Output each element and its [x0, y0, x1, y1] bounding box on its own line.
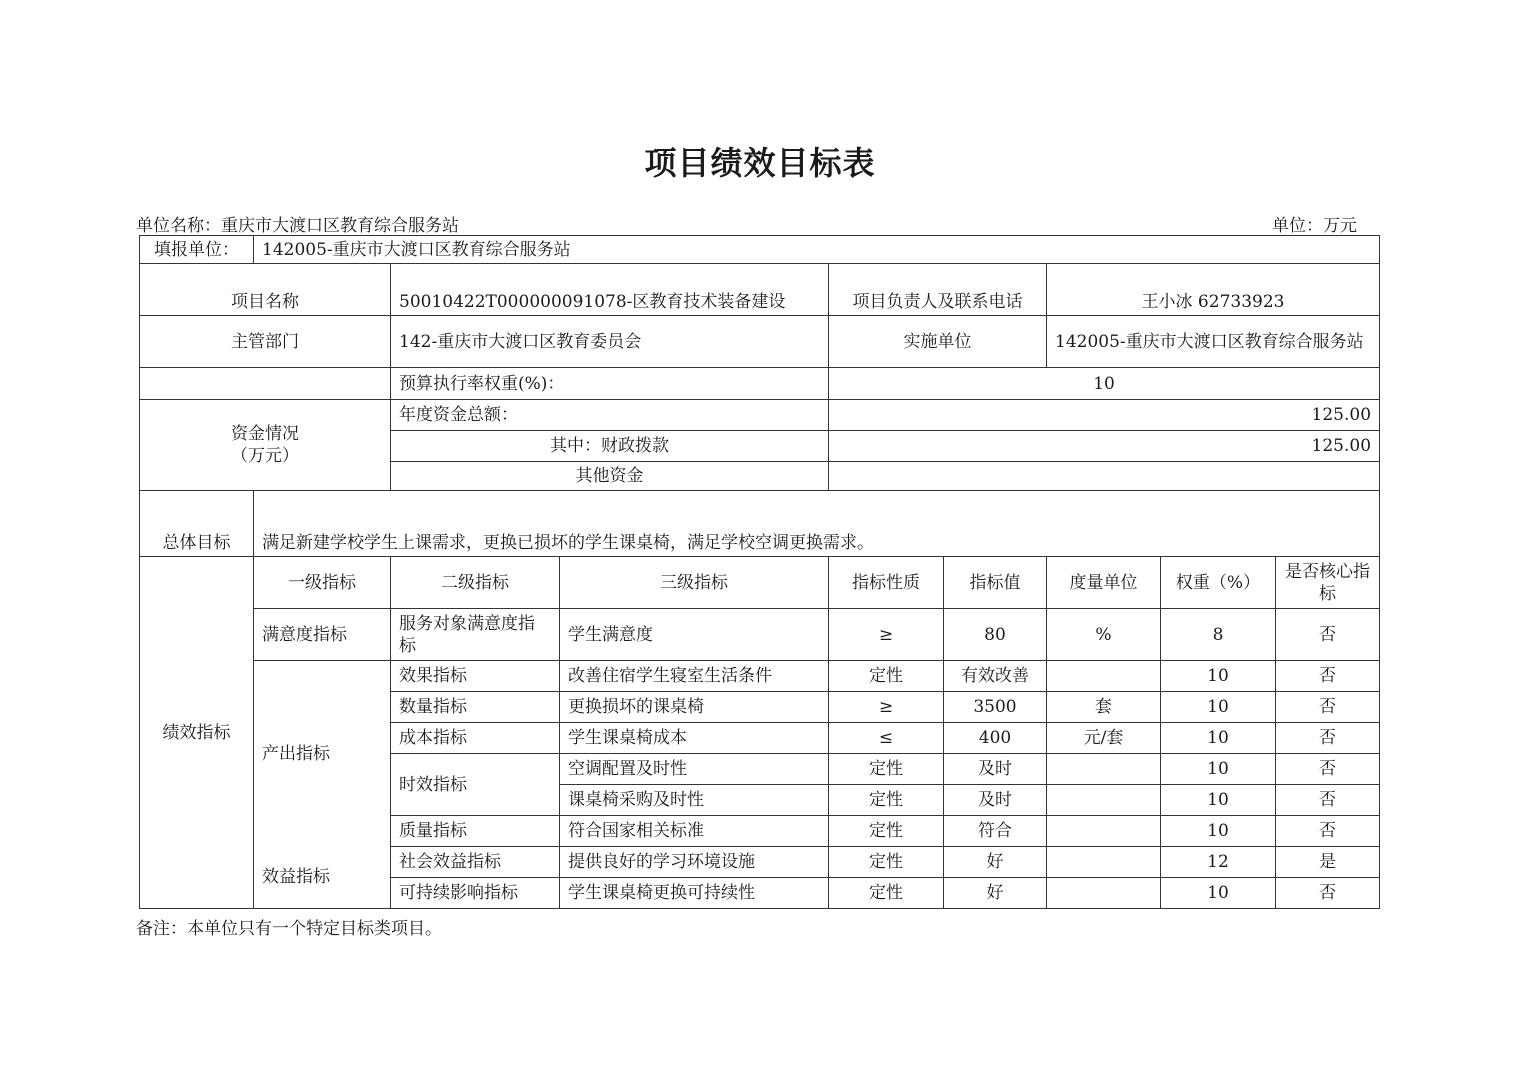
funds-label: 资金情况: [231, 424, 299, 444]
row-core: 否: [1276, 692, 1380, 723]
other-value: [829, 462, 1380, 491]
row-weight: 10: [1161, 723, 1276, 754]
report-unit-label: 填报单位：: [140, 236, 254, 264]
budget-rate-row: [140, 368, 1380, 400]
row-l3: 提供良好的学习环境设施: [560, 847, 829, 878]
row-nature: ≤: [829, 723, 944, 754]
row-l3: 改善住宿学生寝室生活条件: [560, 661, 829, 692]
row-unit: [1047, 816, 1161, 847]
goal-row: [140, 491, 1380, 557]
row-unit: [1047, 785, 1161, 816]
project-name-value: 50010422T000000091078-区教育技术装备建设: [391, 264, 829, 316]
row-unit: %: [1047, 609, 1161, 661]
row-l3: 学生课桌椅更换可持续性: [560, 878, 829, 909]
annual-total-row: [140, 400, 1380, 431]
row-unit: 元/套: [1047, 723, 1161, 754]
budget-rate-label: 预算执行率权重(%)：: [391, 368, 829, 400]
header-unit: 度量单位: [1047, 557, 1161, 609]
annual-total-value: 125.00: [829, 400, 1380, 431]
row-l3: 学生满意度: [560, 609, 829, 661]
funds-label-cell: [140, 400, 391, 491]
row-l3: 课桌椅采购及时性: [560, 785, 829, 816]
row-value: 3500: [944, 692, 1047, 723]
row-l2: 时效指标: [391, 754, 560, 816]
row-core: 否: [1276, 754, 1380, 785]
goal-value: 满足新建学校学生上课需求，更换已损坏的学生课桌椅，满足学校空调更换需求。: [254, 491, 1380, 557]
header-l1: 一级指标: [254, 557, 391, 609]
row-unit: 套: [1047, 692, 1161, 723]
row-core: 否: [1276, 785, 1380, 816]
table-row: [140, 847, 1380, 878]
row-weight: 8: [1161, 609, 1276, 661]
row-l2: 数量指标: [391, 692, 560, 723]
table-row: [140, 609, 1380, 661]
contact-value: 王小冰 62733923: [1047, 264, 1380, 316]
row-nature: 定性: [829, 661, 944, 692]
header-value: 指标值: [944, 557, 1047, 609]
row-unit: [1047, 754, 1161, 785]
row-weight: 10: [1161, 878, 1276, 909]
row-value: 80: [944, 609, 1047, 661]
budget-rate-value: 10: [829, 368, 1380, 400]
row-value: 好: [944, 847, 1047, 878]
row-nature: 定性: [829, 816, 944, 847]
contact-label: 项目负责人及联系电话: [829, 264, 1047, 316]
project-name-label: 项目名称: [140, 264, 391, 316]
dept-label: 主管部门: [140, 316, 391, 368]
table-row: [140, 661, 1380, 692]
row-nature: 定性: [829, 847, 944, 878]
fiscal-value: 125.00: [829, 431, 1380, 462]
header-l2: 二级指标: [391, 557, 560, 609]
header-weight: 权重（%）: [1161, 557, 1276, 609]
header-core: 是否核心指标: [1276, 557, 1380, 609]
row-value: 400: [944, 723, 1047, 754]
row-l2: 可持续影响指标: [391, 878, 560, 909]
group-output: 产出指标: [254, 661, 391, 847]
other-label: 其他资金: [391, 462, 829, 491]
row-nature: ≥: [829, 692, 944, 723]
indicator-header-row: [140, 557, 1380, 609]
impl-label: 实施单位: [829, 316, 1047, 368]
header-nature: 指标性质: [829, 557, 944, 609]
report-unit-row: [140, 236, 1380, 264]
group-satisfaction: 满意度指标: [254, 609, 391, 661]
goal-label: 总体目标: [140, 491, 254, 557]
row-l2: 效果指标: [391, 661, 560, 692]
row-weight: 10: [1161, 754, 1276, 785]
row-l3: 更换损坏的课桌椅: [560, 692, 829, 723]
footnote: 备注：本单位只有一个特定目标类项目。: [136, 919, 442, 939]
funds-unit: （万元）: [231, 446, 299, 466]
row-core: 是: [1276, 847, 1380, 878]
group-benefit: 效益指标: [254, 847, 391, 909]
annual-total-label: 年度资金总额：: [391, 400, 829, 431]
performance-table: [139, 235, 1380, 909]
header-l3: 三级指标: [560, 557, 829, 609]
row-unit: [1047, 847, 1161, 878]
row-core: 否: [1276, 816, 1380, 847]
row-l3: 学生课桌椅成本: [560, 723, 829, 754]
row-core: 否: [1276, 723, 1380, 754]
row-l3: 空调配置及时性: [560, 754, 829, 785]
dept-row: [140, 316, 1380, 368]
unit-name: 单位名称：重庆市大渡口区教育综合服务站: [136, 216, 459, 236]
row-nature: ≥: [829, 609, 944, 661]
row-value: 符合: [944, 816, 1047, 847]
dept-value: 142-重庆市大渡口区教育委员会: [391, 316, 829, 368]
report-unit-value: 142005-重庆市大渡口区教育综合服务站: [254, 236, 1380, 264]
row-l2: 质量指标: [391, 816, 560, 847]
unit-currency: 单位：万元: [1272, 216, 1357, 236]
row-weight: 10: [1161, 692, 1276, 723]
row-nature: 定性: [829, 785, 944, 816]
row-weight: 10: [1161, 816, 1276, 847]
row-unit: [1047, 878, 1161, 909]
row-core: 否: [1276, 609, 1380, 661]
row-value: 及时: [944, 754, 1047, 785]
row-core: 否: [1276, 661, 1380, 692]
perf-label: 绩效指标: [140, 557, 254, 909]
row-l3: 符合国家相关标准: [560, 816, 829, 847]
row-value: 及时: [944, 785, 1047, 816]
row-l2: 服务对象满意度指标: [391, 609, 560, 661]
project-name-row: [140, 264, 1380, 316]
row-nature: 定性: [829, 754, 944, 785]
row-l2: 社会效益指标: [391, 847, 560, 878]
page-title: 项目绩效目标表: [644, 144, 876, 182]
row-weight: 10: [1161, 661, 1276, 692]
row-weight: 10: [1161, 785, 1276, 816]
row-l2: 成本指标: [391, 723, 560, 754]
row-unit: [1047, 661, 1161, 692]
row-weight: 12: [1161, 847, 1276, 878]
row-core: 否: [1276, 878, 1380, 909]
row-nature: 定性: [829, 878, 944, 909]
impl-value: 142005-重庆市大渡口区教育综合服务站: [1047, 316, 1380, 368]
row-value: 好: [944, 878, 1047, 909]
row-value: 有效改善: [944, 661, 1047, 692]
fiscal-label: 其中：财政拨款: [391, 431, 829, 462]
